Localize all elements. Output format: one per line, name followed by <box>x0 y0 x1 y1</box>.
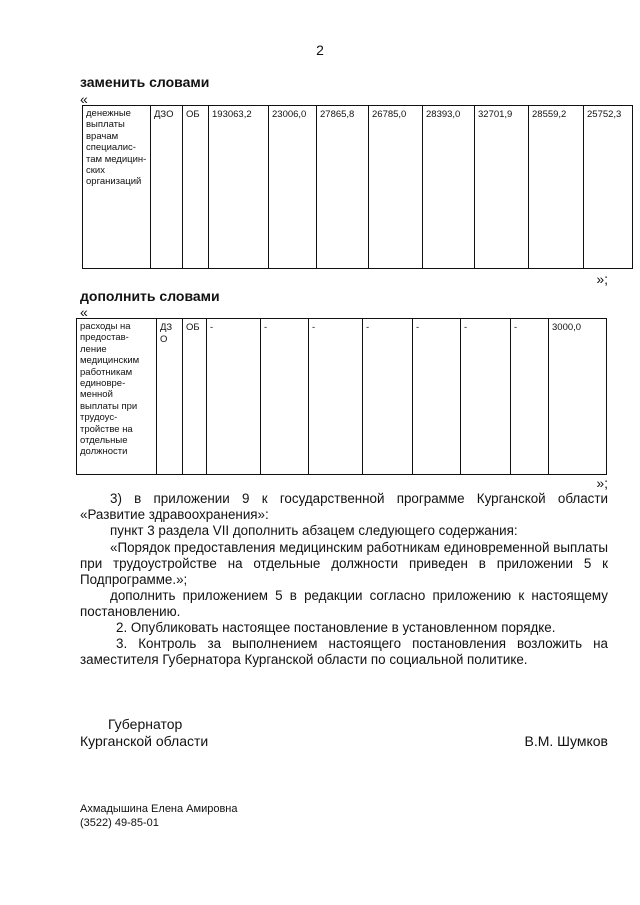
paragraph-point-3: пункт 3 раздела VII дополнить абзацем следующего содержания: <box>110 523 518 538</box>
paragraph-publish: 2. Опубликовать настоящее постановление в установленном порядке. <box>116 620 556 635</box>
table-cell: ОБ <box>183 106 209 269</box>
table-cell: 28559,2 <box>529 106 584 269</box>
table-cell: 25752,3 <box>584 106 633 269</box>
table-cell: ОБ <box>183 319 207 475</box>
executor-phone: (3522) 49-85-01 <box>80 817 159 829</box>
table-cell: 27865,8 <box>317 106 369 269</box>
page-number: 2 <box>316 42 324 58</box>
table-cell: - <box>511 319 549 475</box>
addition-table <box>76 318 607 475</box>
table-row <box>83 106 633 269</box>
table-cell: - <box>413 319 461 475</box>
close-quote: »; <box>596 475 608 491</box>
table-cell: денежные выплаты врачам специалис-там медицин-ских организаций <box>83 106 151 269</box>
table-cell: - <box>461 319 511 475</box>
table-cell: - <box>363 319 413 475</box>
table-cell: ДЗО <box>157 319 183 475</box>
replacement-table <box>82 105 633 269</box>
table-cell: 3000,0 <box>549 319 607 475</box>
table-cell: 193063,2 <box>209 106 269 269</box>
table-cell: ДЗО <box>151 106 183 269</box>
close-quote: »; <box>596 271 608 287</box>
replace-words-label: заменить словами <box>80 74 210 90</box>
table-cell: 26785,0 <box>369 106 423 269</box>
table-cell: 23006,0 <box>269 106 317 269</box>
executor-name: Ахмадышина Елена Амировна <box>80 803 238 815</box>
paragraph-control: 3. Контроль за выполнением настоящего постановления возложить на заместителя Губернатора Курганской области по социальной политике. <box>80 636 608 667</box>
paragraph-annex-9: 3) в приложении 9 к государственной программе Курганской области «Развитие здравоохранения»: <box>80 491 608 522</box>
table-cell: - <box>207 319 261 475</box>
open-quote: « <box>80 91 88 107</box>
add-words-label: дополнить словами <box>80 288 220 304</box>
table-cell: расходы на предостав-ление медицинским работникам единовре-менной выплаты при трудоус-тройстве на отдельные должности <box>77 319 157 475</box>
open-quote: « <box>80 304 88 320</box>
table-row <box>77 319 607 475</box>
paragraph-procedure-quote: «Порядок предоставления медицинским работникам единовременной выплаты при трудоустройстве на отдельные должности приведен в приложении 5 к Подпрограмме.»; <box>80 540 608 587</box>
table-cell: 28393,0 <box>423 106 475 269</box>
governor-region: Курганской области <box>80 733 209 749</box>
governor-title: Губернатор <box>108 716 183 732</box>
table-cell: 32701,9 <box>475 106 529 269</box>
table-cell: - <box>261 319 309 475</box>
table-cell: - <box>309 319 363 475</box>
paragraph-add-annex-5: дополнить приложением 5 в редакции согласно приложению к настоящему постановлению. <box>80 588 608 619</box>
governor-name: В.М. Шумков <box>524 733 608 749</box>
